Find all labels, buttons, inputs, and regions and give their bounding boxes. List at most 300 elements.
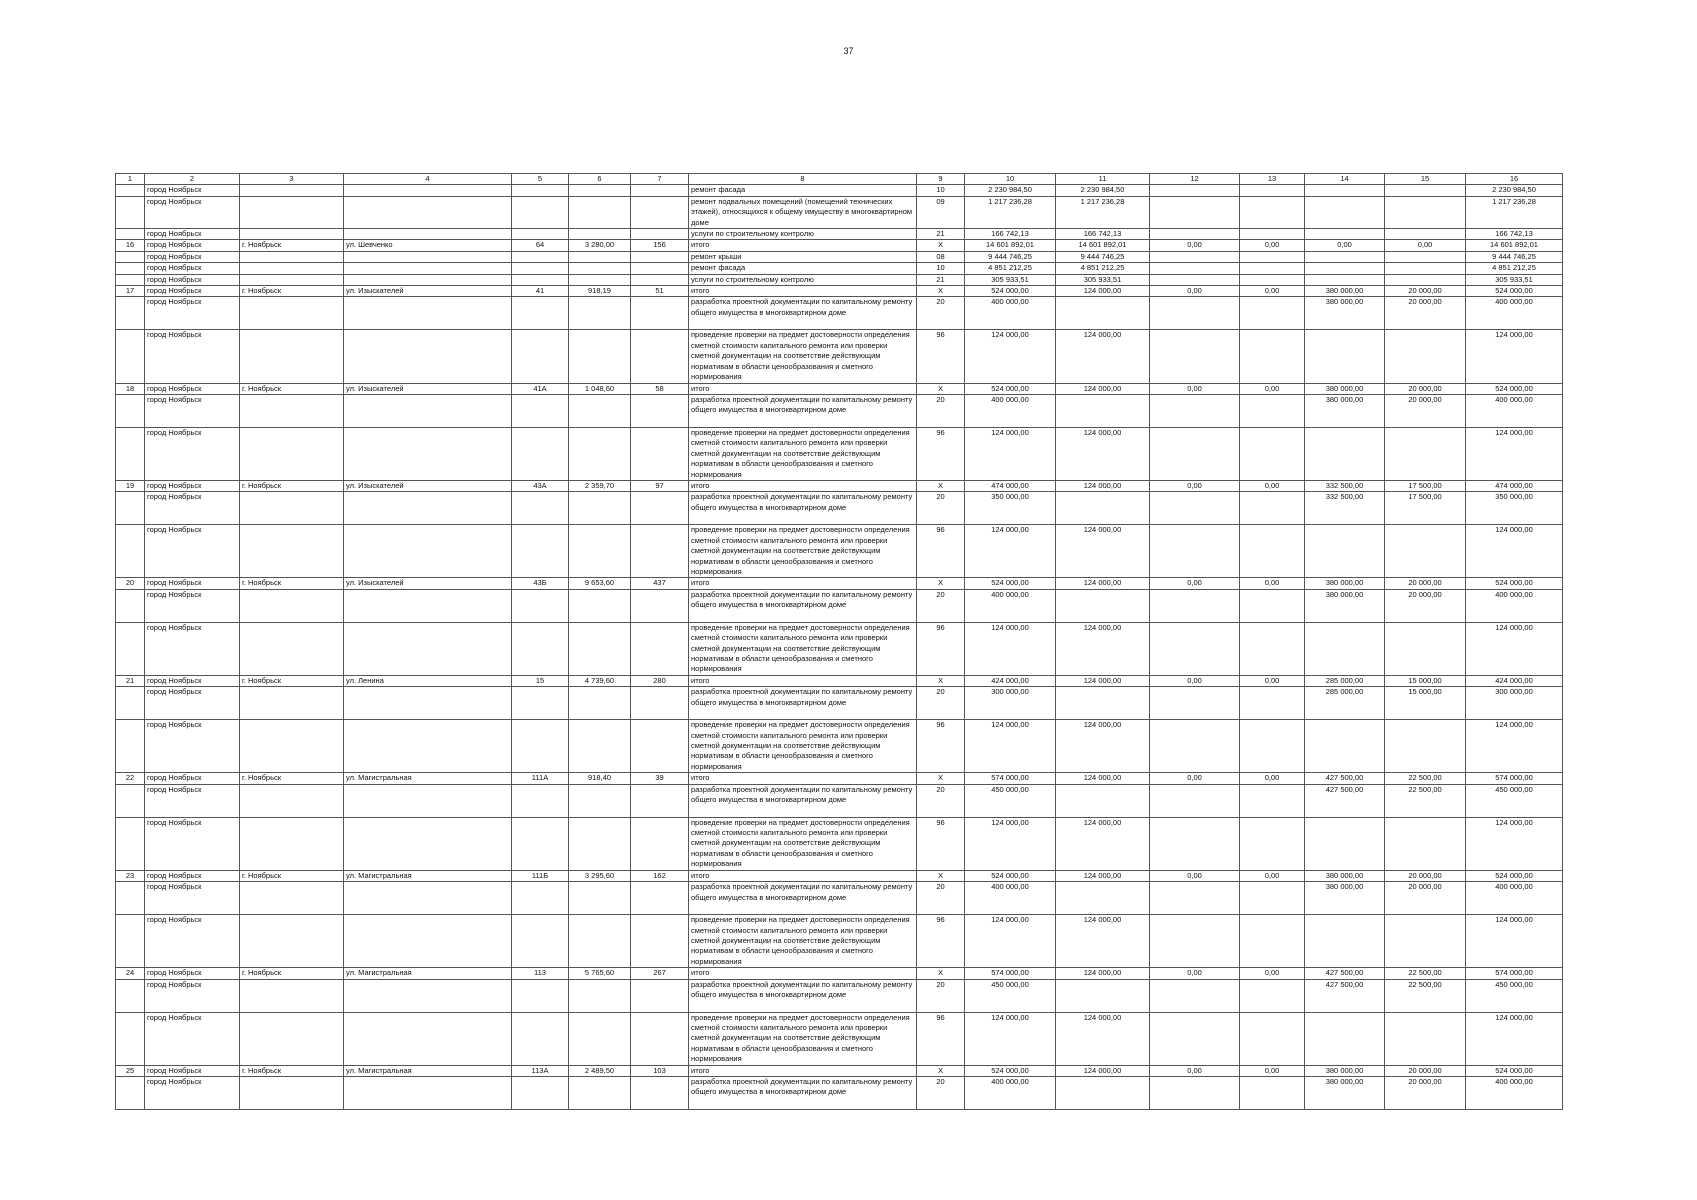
work-type-cell: разработка проектной документации по капитальному ремонту общего имущества в многоквартирном доме [689, 687, 917, 720]
table-row [116, 915, 1563, 968]
municipality-cell: город Ноябрьск [145, 773, 240, 784]
area-cell [569, 251, 631, 262]
house-number-cell: 15 [512, 675, 569, 686]
work-code-cell: 21 [917, 274, 965, 285]
table-row [116, 589, 1563, 622]
house-number-cell [512, 263, 569, 274]
work-type-cell: итого [689, 773, 917, 784]
column-12-cell [1150, 196, 1240, 228]
row-number-cell [116, 297, 145, 330]
column-13-cell: 0,00 [1240, 480, 1305, 491]
street-cell [344, 1076, 512, 1109]
municipality-cell: город Ноябрьск [145, 480, 240, 491]
street-cell [344, 185, 512, 196]
column-15-cell: 20 000,00 [1385, 1065, 1466, 1076]
row-number-cell: 21 [116, 675, 145, 686]
area-cell: 918,40 [569, 773, 631, 784]
work-code-cell: X [917, 240, 965, 251]
city-cell [240, 687, 344, 720]
house-number-cell [512, 622, 569, 675]
table-row [116, 687, 1563, 720]
residents-cell: 162 [631, 870, 689, 881]
work-code-cell: 20 [917, 492, 965, 525]
area-cell: 2 359,70 [569, 480, 631, 491]
city-cell [240, 979, 344, 1012]
area-cell [569, 274, 631, 285]
fund-cost-cell [1056, 1076, 1150, 1109]
column-header: 13 [1240, 174, 1305, 185]
house-number-cell: 43А [512, 480, 569, 491]
residents-cell [631, 882, 689, 915]
table-row [116, 263, 1563, 274]
street-cell: ул. Магистральная [344, 1065, 512, 1076]
column-header: 2 [145, 174, 240, 185]
street-cell [344, 687, 512, 720]
work-type-cell: проведение проверки на предмет достоверности определения сметной стоимости капитального ремонта или проверки сметной документации на соответствие действующим нормативам в области ценообразования и сметного нормирования [689, 330, 917, 383]
municipality-cell: город Ноябрьск [145, 622, 240, 675]
total-cost-cell: 524 000,00 [965, 1065, 1056, 1076]
table-row [116, 480, 1563, 491]
column-13-cell: 0,00 [1240, 240, 1305, 251]
city-cell [240, 185, 344, 196]
work-code-cell: 96 [917, 330, 965, 383]
work-code-cell: 20 [917, 297, 965, 330]
city-cell: г. Ноябрьск [240, 286, 344, 297]
table-row [116, 622, 1563, 675]
total-cost-cell: 124 000,00 [965, 622, 1056, 675]
work-code-cell: 96 [917, 622, 965, 675]
house-number-cell [512, 330, 569, 383]
area-cell [569, 263, 631, 274]
column-13-cell [1240, 687, 1305, 720]
column-16-cell: 574 000,00 [1466, 968, 1563, 979]
municipality-cell: город Ноябрьск [145, 229, 240, 240]
street-cell: ул. Магистральная [344, 968, 512, 979]
work-code-cell: 20 [917, 784, 965, 817]
column-12-cell [1150, 525, 1240, 578]
municipality-cell: город Ноябрьск [145, 286, 240, 297]
table-row [116, 1012, 1563, 1065]
city-cell [240, 882, 344, 915]
fund-cost-cell: 124 000,00 [1056, 427, 1150, 480]
column-15-cell [1385, 229, 1466, 240]
fund-cost-cell [1056, 492, 1150, 525]
column-16-cell: 124 000,00 [1466, 622, 1563, 675]
street-cell: ул. Изыскателей [344, 383, 512, 394]
table-row [116, 229, 1563, 240]
street-cell [344, 589, 512, 622]
table-row [116, 675, 1563, 686]
total-cost-cell: 524 000,00 [965, 286, 1056, 297]
fund-cost-cell [1056, 297, 1150, 330]
column-16-cell: 124 000,00 [1466, 720, 1563, 773]
total-cost-cell: 124 000,00 [965, 330, 1056, 383]
column-13-cell [1240, 427, 1305, 480]
street-cell: ул. Шевченко [344, 240, 512, 251]
row-number-cell [116, 427, 145, 480]
column-14-cell [1305, 720, 1385, 773]
row-number-cell [116, 882, 145, 915]
work-type-cell: проведение проверки на предмет достоверности определения сметной стоимости капитального ремонта или проверки сметной документации на соответствие действующим нормативам в области ценообразования и сметного нормирования [689, 525, 917, 578]
column-header: 14 [1305, 174, 1385, 185]
house-number-cell [512, 589, 569, 622]
column-14-cell [1305, 274, 1385, 285]
work-type-cell: проведение проверки на предмет достоверности определения сметной стоимости капитального ремонта или проверки сметной документации на соответствие действующим нормативам в области ценообразования и сметного нормирования [689, 427, 917, 480]
municipality-cell: город Ноябрьск [145, 525, 240, 578]
municipality-cell: город Ноябрьск [145, 1076, 240, 1109]
column-16-cell: 450 000,00 [1466, 979, 1563, 1012]
column-header: 12 [1150, 174, 1240, 185]
work-type-cell: ремонт подвальных помещений (помещений технических этажей), относящихся к общему имуществу в многоквартирном доме [689, 196, 917, 228]
total-cost-cell: 124 000,00 [965, 525, 1056, 578]
column-12-cell [1150, 185, 1240, 196]
column-14-cell [1305, 525, 1385, 578]
column-14-cell: 380 000,00 [1305, 286, 1385, 297]
house-number-cell [512, 251, 569, 262]
street-cell [344, 229, 512, 240]
column-15-cell: 22 500,00 [1385, 979, 1466, 1012]
street-cell [344, 274, 512, 285]
residents-cell [631, 274, 689, 285]
work-code-cell: 20 [917, 394, 965, 427]
row-number-cell: 17 [116, 286, 145, 297]
municipality-cell: город Ноябрьск [145, 492, 240, 525]
work-code-cell: X [917, 578, 965, 589]
row-number-cell [116, 915, 145, 968]
fund-cost-cell: 124 000,00 [1056, 622, 1150, 675]
city-cell: г. Ноябрьск [240, 383, 344, 394]
municipality-cell: город Ноябрьск [145, 687, 240, 720]
total-cost-cell: 124 000,00 [965, 915, 1056, 968]
table-row [116, 383, 1563, 394]
column-12-cell [1150, 492, 1240, 525]
table-row [116, 286, 1563, 297]
house-number-cell: 113А [512, 1065, 569, 1076]
column-12-cell [1150, 882, 1240, 915]
page-number: 37 [843, 46, 854, 56]
column-14-cell: 380 000,00 [1305, 578, 1385, 589]
column-15-cell: 20 000,00 [1385, 870, 1466, 881]
work-type-cell: итого [689, 578, 917, 589]
table-row [116, 196, 1563, 228]
row-number-cell [116, 274, 145, 285]
municipality-cell: город Ноябрьск [145, 589, 240, 622]
city-cell [240, 251, 344, 262]
row-number-cell [116, 196, 145, 228]
fund-cost-cell: 14 601 892,01 [1056, 240, 1150, 251]
work-type-cell: проведение проверки на предмет достоверности определения сметной стоимости капитального ремонта или проверки сметной документации на соответствие действующим нормативам в области ценообразования и сметного нормирования [689, 1012, 917, 1065]
column-16-cell: 524 000,00 [1466, 286, 1563, 297]
work-type-cell: разработка проектной документации по капитальному ремонту общего имущества в многоквартирном доме [689, 1076, 917, 1109]
work-type-cell: итого [689, 968, 917, 979]
column-16-cell: 124 000,00 [1466, 1012, 1563, 1065]
column-15-cell: 0,00 [1385, 240, 1466, 251]
area-cell: 5 765,60 [569, 968, 631, 979]
column-16-cell: 400 000,00 [1466, 394, 1563, 427]
municipality-cell: город Ноябрьск [145, 1012, 240, 1065]
city-cell [240, 196, 344, 228]
column-13-cell [1240, 622, 1305, 675]
registry-body [116, 185, 1563, 1110]
house-number-cell [512, 427, 569, 480]
column-12-cell [1150, 263, 1240, 274]
column-13-cell: 0,00 [1240, 383, 1305, 394]
column-13-cell [1240, 720, 1305, 773]
column-16-cell: 350 000,00 [1466, 492, 1563, 525]
column-16-cell: 124 000,00 [1466, 525, 1563, 578]
column-12-cell [1150, 427, 1240, 480]
city-cell [240, 492, 344, 525]
table-row [116, 720, 1563, 773]
house-number-cell: 41 [512, 286, 569, 297]
column-12-cell: 0,00 [1150, 240, 1240, 251]
column-16-cell: 166 742,13 [1466, 229, 1563, 240]
house-number-cell [512, 525, 569, 578]
column-12-cell [1150, 394, 1240, 427]
total-cost-cell: 2 230 984,50 [965, 185, 1056, 196]
area-cell [569, 196, 631, 228]
column-13-cell [1240, 1012, 1305, 1065]
work-type-cell: разработка проектной документации по капитальному ремонту общего имущества в многоквартирном доме [689, 297, 917, 330]
column-14-cell [1305, 1012, 1385, 1065]
city-cell [240, 263, 344, 274]
city-cell: г. Ноябрьск [240, 480, 344, 491]
work-type-cell: проведение проверки на предмет достоверности определения сметной стоимости капитального ремонта или проверки сметной документации на соответствие действующим нормативам в области ценообразования и сметного нормирования [689, 817, 917, 870]
column-16-cell: 9 444 746,25 [1466, 251, 1563, 262]
work-type-cell: итого [689, 240, 917, 251]
street-cell [344, 720, 512, 773]
table-row [116, 1076, 1563, 1109]
column-header: 15 [1385, 174, 1466, 185]
column-16-cell: 574 000,00 [1466, 773, 1563, 784]
table-row [116, 330, 1563, 383]
municipality-cell: город Ноябрьск [145, 882, 240, 915]
city-cell: г. Ноябрьск [240, 1065, 344, 1076]
area-cell [569, 1076, 631, 1109]
work-type-cell: услуги по строительному контролю [689, 229, 917, 240]
column-16-cell: 524 000,00 [1466, 870, 1563, 881]
column-15-cell: 22 500,00 [1385, 784, 1466, 817]
column-16-cell: 524 000,00 [1466, 578, 1563, 589]
fund-cost-cell [1056, 687, 1150, 720]
house-number-cell [512, 297, 569, 330]
city-cell [240, 427, 344, 480]
total-cost-cell: 4 851 212,25 [965, 263, 1056, 274]
work-code-cell: X [917, 480, 965, 491]
column-number-header-row [116, 174, 1563, 185]
table-row [116, 427, 1563, 480]
street-cell: ул. Изыскателей [344, 578, 512, 589]
column-12-cell: 0,00 [1150, 480, 1240, 491]
column-16-cell: 400 000,00 [1466, 297, 1563, 330]
street-cell [344, 427, 512, 480]
city-cell [240, 229, 344, 240]
work-code-cell: X [917, 773, 965, 784]
fund-cost-cell: 2 230 984,50 [1056, 185, 1150, 196]
house-number-cell: 64 [512, 240, 569, 251]
column-16-cell: 305 933,51 [1466, 274, 1563, 285]
column-14-cell [1305, 427, 1385, 480]
column-header: 11 [1056, 174, 1150, 185]
work-code-cell: X [917, 383, 965, 394]
residents-cell [631, 817, 689, 870]
fund-cost-cell [1056, 882, 1150, 915]
city-cell: г. Ноябрьск [240, 675, 344, 686]
column-15-cell: 20 000,00 [1385, 297, 1466, 330]
residents-cell [631, 589, 689, 622]
residents-cell: 280 [631, 675, 689, 686]
area-cell [569, 622, 631, 675]
area-cell: 9 653,60 [569, 578, 631, 589]
table-row [116, 1065, 1563, 1076]
table-row [116, 240, 1563, 251]
street-cell [344, 525, 512, 578]
total-cost-cell: 400 000,00 [965, 1076, 1056, 1109]
column-15-cell: 15 000,00 [1385, 675, 1466, 686]
work-type-cell: ремонт фасада [689, 185, 917, 196]
street-cell: ул. Ленина [344, 675, 512, 686]
total-cost-cell: 574 000,00 [965, 773, 1056, 784]
work-code-cell: 20 [917, 979, 965, 1012]
total-cost-cell: 124 000,00 [965, 817, 1056, 870]
column-14-cell: 0,00 [1305, 240, 1385, 251]
total-cost-cell: 124 000,00 [965, 427, 1056, 480]
residents-cell [631, 394, 689, 427]
house-number-cell [512, 687, 569, 720]
column-15-cell: 17 500,00 [1385, 492, 1466, 525]
street-cell [344, 915, 512, 968]
work-type-cell: проведение проверки на предмет достоверности определения сметной стоимости капитального ремонта или проверки сметной документации на соответствие действующим нормативам в области ценообразования и сметного нормирования [689, 720, 917, 773]
house-number-cell [512, 720, 569, 773]
work-type-cell: разработка проектной документации по капитальному ремонту общего имущества в многоквартирном доме [689, 589, 917, 622]
total-cost-cell: 524 000,00 [965, 578, 1056, 589]
column-13-cell [1240, 394, 1305, 427]
residents-cell [631, 427, 689, 480]
house-number-cell [512, 229, 569, 240]
column-13-cell [1240, 330, 1305, 383]
row-number-cell [116, 525, 145, 578]
fund-cost-cell: 124 000,00 [1056, 525, 1150, 578]
column-15-cell: 20 000,00 [1385, 882, 1466, 915]
column-14-cell: 332 500,00 [1305, 480, 1385, 491]
residents-cell: 51 [631, 286, 689, 297]
area-cell [569, 915, 631, 968]
municipality-cell: город Ноябрьск [145, 968, 240, 979]
municipality-cell: город Ноябрьск [145, 383, 240, 394]
column-15-cell [1385, 330, 1466, 383]
table-row [116, 979, 1563, 1012]
row-number-cell: 19 [116, 480, 145, 491]
fund-cost-cell: 124 000,00 [1056, 915, 1150, 968]
total-cost-cell: 574 000,00 [965, 968, 1056, 979]
column-14-cell: 427 500,00 [1305, 773, 1385, 784]
house-number-cell [512, 1012, 569, 1065]
residents-cell [631, 979, 689, 1012]
column-15-cell [1385, 817, 1466, 870]
city-cell [240, 274, 344, 285]
column-13-cell [1240, 784, 1305, 817]
house-number-cell: 113 [512, 968, 569, 979]
street-cell: ул. Изыскателей [344, 480, 512, 491]
column-16-cell: 124 000,00 [1466, 915, 1563, 968]
area-cell [569, 427, 631, 480]
work-code-cell: 20 [917, 882, 965, 915]
city-cell [240, 915, 344, 968]
column-13-cell [1240, 817, 1305, 870]
table-row [116, 784, 1563, 817]
area-cell [569, 817, 631, 870]
area-cell [569, 720, 631, 773]
work-type-cell: итого [689, 286, 917, 297]
work-code-cell: 20 [917, 687, 965, 720]
fund-cost-cell: 124 000,00 [1056, 286, 1150, 297]
row-number-cell [116, 687, 145, 720]
column-12-cell: 0,00 [1150, 1065, 1240, 1076]
work-code-cell: X [917, 286, 965, 297]
column-15-cell: 20 000,00 [1385, 1076, 1466, 1109]
work-type-cell: итого [689, 675, 917, 686]
street-cell [344, 330, 512, 383]
column-15-cell [1385, 915, 1466, 968]
column-14-cell: 380 000,00 [1305, 589, 1385, 622]
column-13-cell [1240, 251, 1305, 262]
area-cell [569, 525, 631, 578]
column-15-cell: 20 000,00 [1385, 589, 1466, 622]
work-code-cell: 96 [917, 1012, 965, 1065]
street-cell [344, 979, 512, 1012]
area-cell [569, 882, 631, 915]
column-12-cell: 0,00 [1150, 773, 1240, 784]
work-code-cell: X [917, 675, 965, 686]
work-code-cell: 21 [917, 229, 965, 240]
street-cell [344, 394, 512, 427]
municipality-cell: город Ноябрьск [145, 251, 240, 262]
municipality-cell: город Ноябрьск [145, 979, 240, 1012]
column-16-cell: 474 000,00 [1466, 480, 1563, 491]
row-number-cell [116, 229, 145, 240]
column-13-cell: 0,00 [1240, 773, 1305, 784]
street-cell [344, 622, 512, 675]
residents-cell [631, 330, 689, 383]
fund-cost-cell: 124 000,00 [1056, 383, 1150, 394]
column-15-cell: 20 000,00 [1385, 383, 1466, 394]
column-16-cell: 400 000,00 [1466, 1076, 1563, 1109]
street-cell: ул. Магистральная [344, 870, 512, 881]
work-type-cell: итого [689, 870, 917, 881]
column-16-cell: 450 000,00 [1466, 784, 1563, 817]
residents-cell [631, 1076, 689, 1109]
residents-cell [631, 720, 689, 773]
column-14-cell: 427 500,00 [1305, 968, 1385, 979]
table-row [116, 492, 1563, 525]
house-number-cell: 111А [512, 773, 569, 784]
row-number-cell [116, 185, 145, 196]
residents-cell: 97 [631, 480, 689, 491]
residents-cell [631, 915, 689, 968]
total-cost-cell: 350 000,00 [965, 492, 1056, 525]
work-code-cell: 96 [917, 817, 965, 870]
table-row [116, 525, 1563, 578]
work-code-cell: X [917, 870, 965, 881]
column-13-cell [1240, 915, 1305, 968]
row-number-cell [116, 251, 145, 262]
house-number-cell [512, 817, 569, 870]
row-number-cell [116, 330, 145, 383]
row-number-cell [116, 589, 145, 622]
total-cost-cell: 124 000,00 [965, 1012, 1056, 1065]
column-16-cell: 4 851 212,25 [1466, 263, 1563, 274]
column-13-cell [1240, 882, 1305, 915]
